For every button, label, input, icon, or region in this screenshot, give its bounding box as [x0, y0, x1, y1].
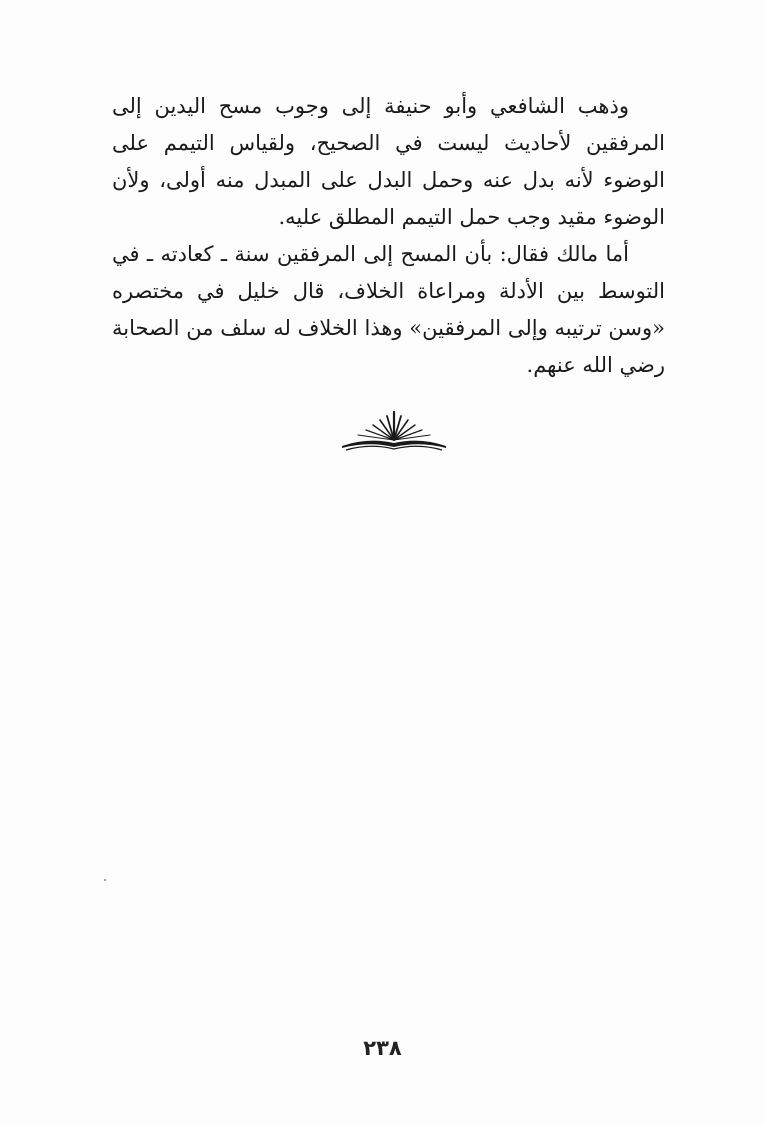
book-sunburst-ornament-icon [340, 410, 448, 452]
paragraph-2: أما مالك فقال: بأن المسح إلى المرفقين سنة ـ كعادته ـ في التوسط بين الأدلة ومراعاة الخلاف، قال خليل في مختصره «وسن ترتيبه وإلى المرفقين» وهذا الخلاف له سلف من الصحابة رضي الله عنهم. [112, 242, 665, 377]
page-number: ٢٣٨ [363, 1036, 402, 1060]
text-block-1 [112, 88, 665, 236]
text-block-2 [112, 236, 665, 384]
scan-speck [104, 879, 106, 881]
paragraph-1: وذهب الشافعي وأبو حنيفة إلى وجوب مسح اليدين إلى المرفقين لأحاديث ليست في الصحيح، ولقياس التيمم على الوضوء لأنه بدل عنه وحمل البدل على المبدل منه أولى، ولأن الوضوء مقيد وجب حمل التيمم المطلق عليه. [112, 94, 665, 229]
